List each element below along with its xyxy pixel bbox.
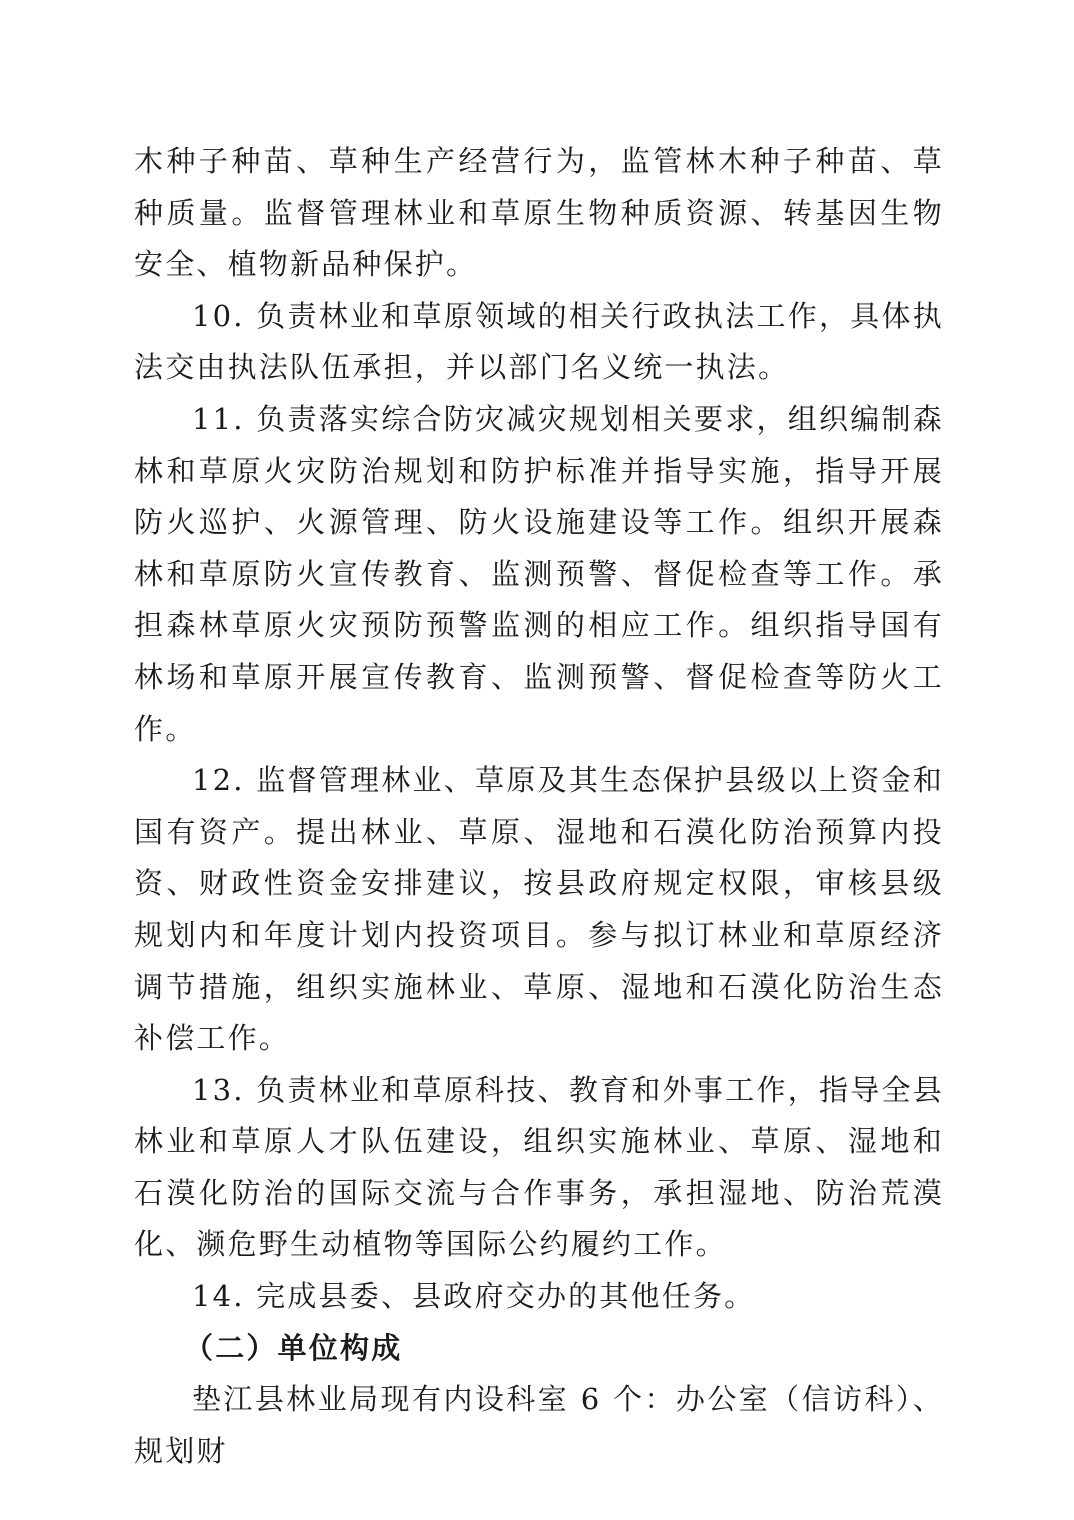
paragraph-item-14: 14. 完成县委、县政府交办的其他任务。: [192, 1279, 756, 1314]
paragraph-item-11: 11. 负责落实综合防灾减灾规划相关要求，组织编制森林和草原火灾防治规划和防护标准并指导实施，指导开展防火巡护、火源管理、防火设施建设等工作。组织开展森林和草原防火宣传教育、监测预警、督促检查等工作。承担森林草原火灾预防预警监测的相应工作。组织指导国有林场和草原开展宣传教育、监测预警、督促检查等防火工作。: [134, 401, 944, 746]
paragraph-item-12: 12. 监督管理林业、草原及其生态保护县级以上资金和国有资产。提出林业、草原、湿地和石漠化防治预算内投资、财政性资金安排建议，按县政府规定权限，审核县级规划内和年度计划内投资项目。参与拟订林业和草原经济调节措施，组织实施林业、草原、湿地和石漠化防治生态补偿工作。: [134, 763, 944, 1056]
document-page: [134, 136, 944, 1477]
section-heading: （二）单位构成: [184, 1330, 403, 1365]
paragraph-item-13: 13. 负责林业和草原科技、教育和外事工作，指导全县林业和草原人才队伍建设，组织实施林业、草原、湿地和石漠化防治的国际交流与合作事务，承担湿地、防治荒漠化、濒危野生动植物等国际公约履约工作。: [134, 1072, 944, 1262]
paragraph-unit-composition: 垫江县林业局现有内设科室 6 个：办公室（信访科）、规划财: [134, 1382, 944, 1468]
paragraph-item-10: 10. 负责林业和草原领域的相关行政执法工作，具体执法交由执法队伍承担，并以部门名义统一执法。: [134, 298, 944, 385]
paragraph-continuation: 木种子种苗、草种生产经营行为，监管林木种子种苗、草种质量。监督管理林业和草原生物种质资源、转基因生物安全、植物新品种保护。: [134, 144, 944, 282]
